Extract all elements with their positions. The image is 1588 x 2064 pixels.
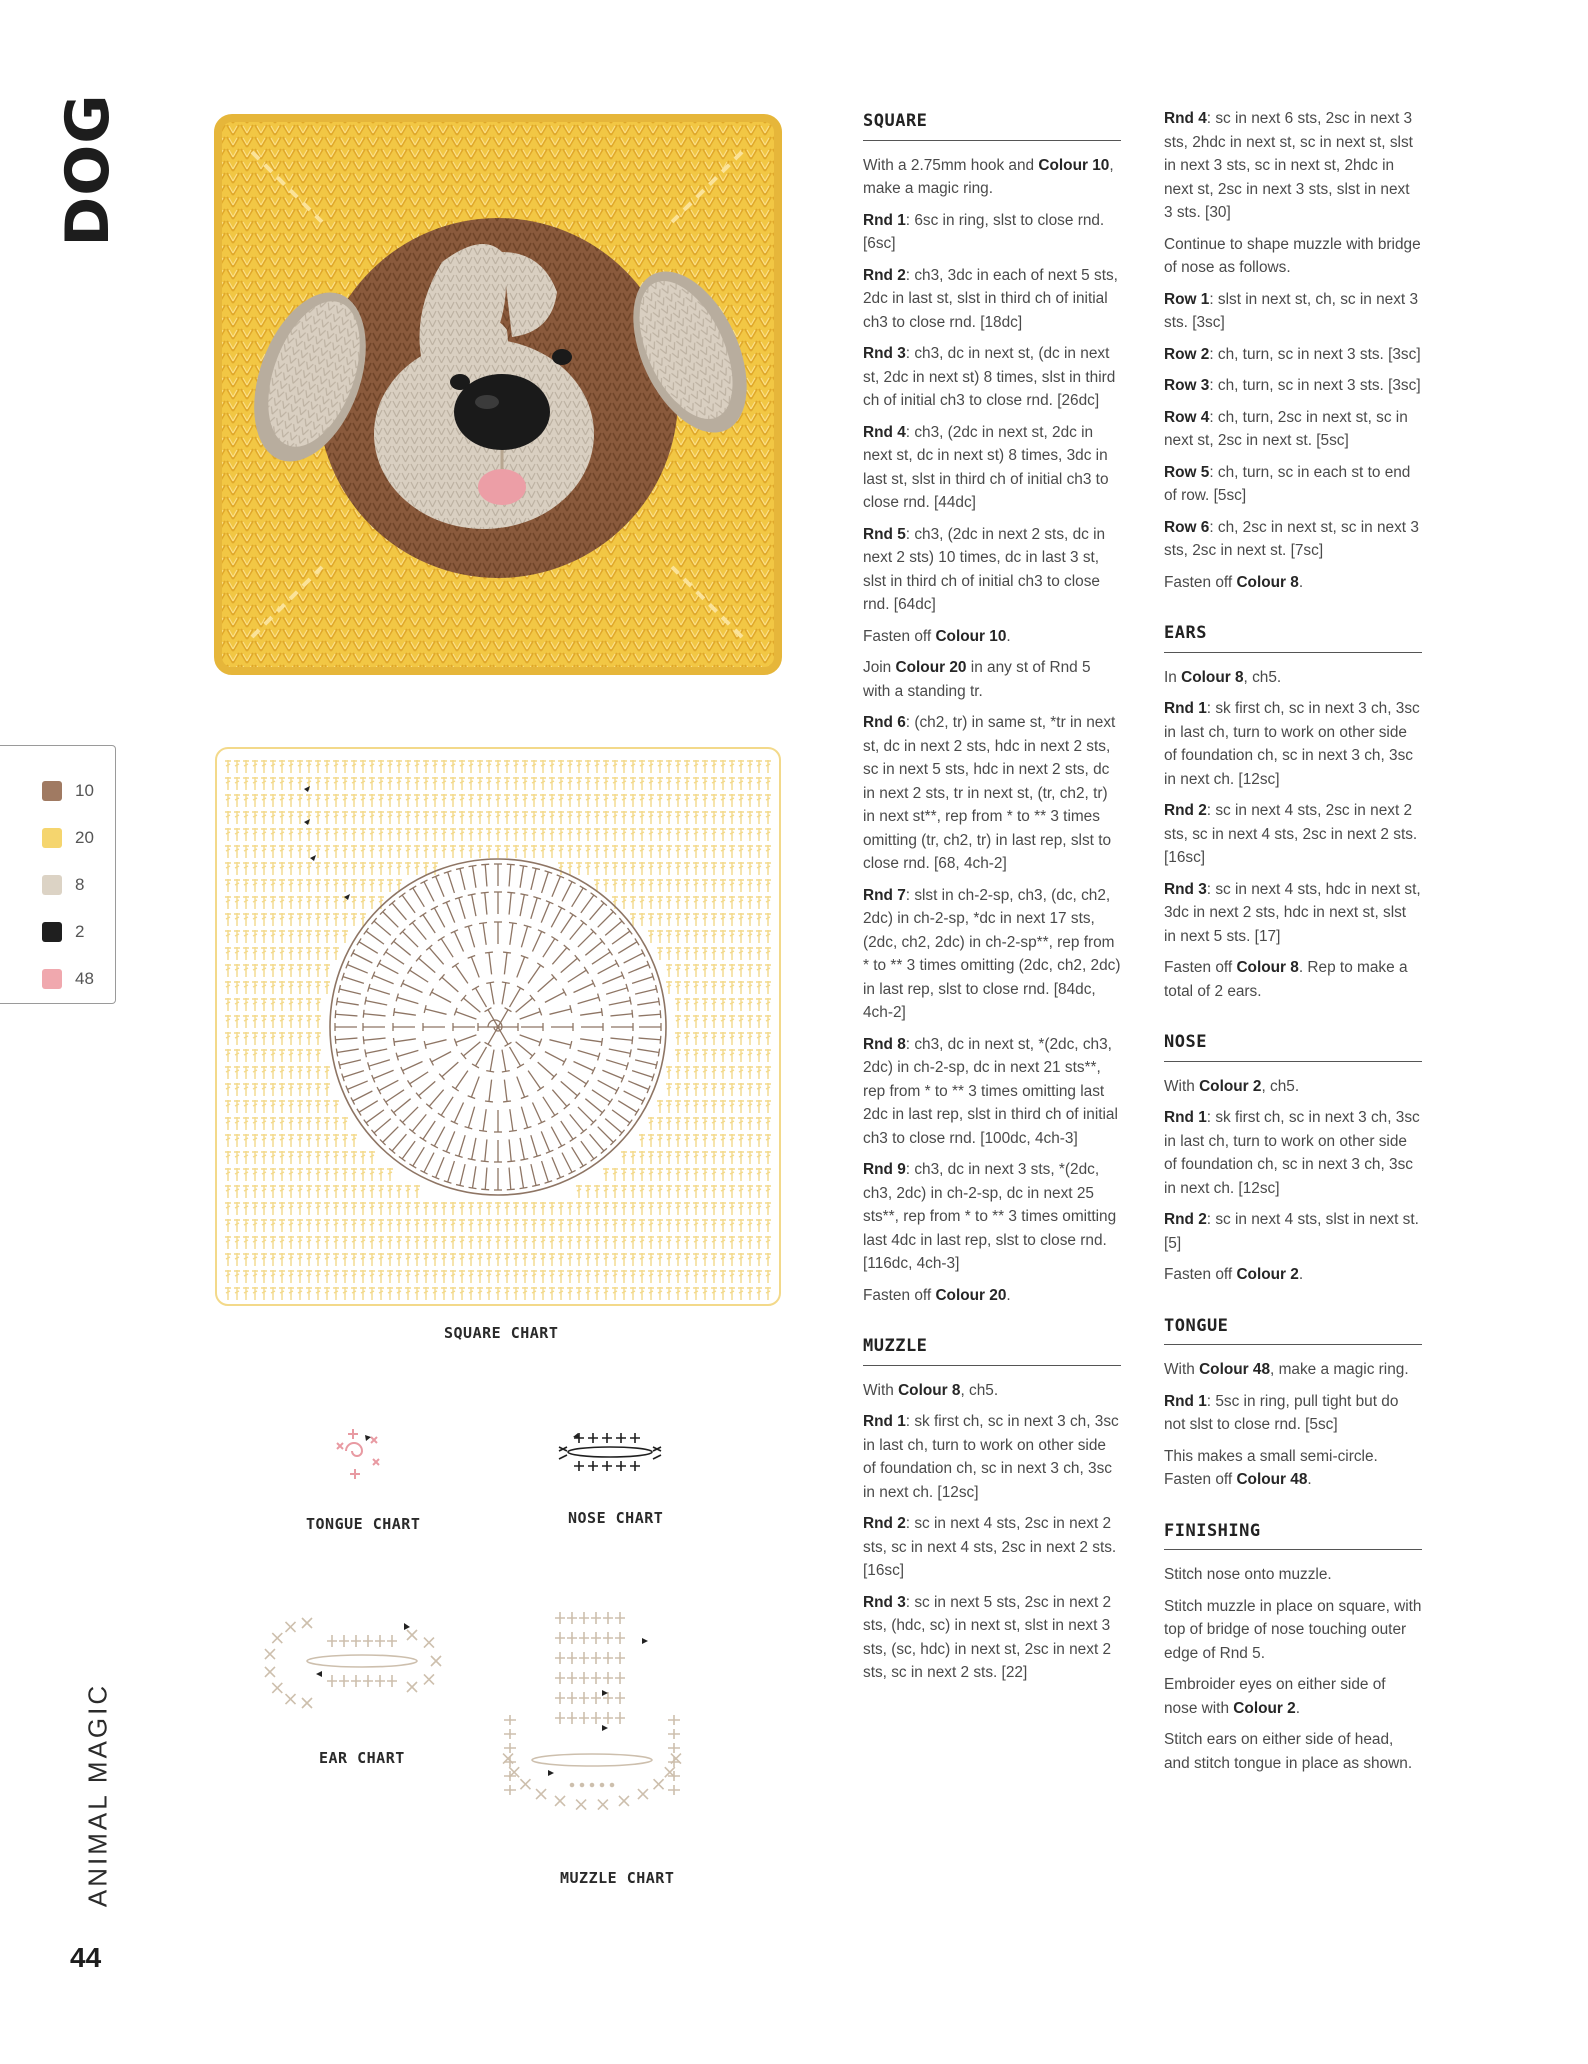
instruction-line: Continue to shape muzzle with bridge of nose as follows. — [1164, 235, 1421, 276]
instruction-line: Rnd 2: ch3, 3dc in each of next 5 sts, 2dc in last st, slst in third ch of initial ch3 to close rnd. [18dc] — [863, 266, 1118, 331]
text-column-1 — [863, 110, 1121, 1693]
instruction-line: Row 6: ch, 2sc in next st, sc in next 3 sts, 2sc in next st. [7sc] — [1164, 518, 1419, 559]
instruction-line: Rnd 4: ch3, (2dc in next st, 2dc in next st, dc in next st) 8 times, 3dc in last st, slst in third ch of initial ch3 to close rnd. [44dc] — [863, 423, 1109, 511]
instruction-line: Fasten off Colour 2. — [1164, 1266, 1304, 1283]
square-chart — [212, 744, 784, 1309]
section-ears — [1164, 666, 1422, 1004]
legend-item — [42, 872, 84, 898]
instruction-line: Embroider eyes on either side of nose with Colour 2. — [1164, 1676, 1386, 1717]
colour-code: 2 — [75, 922, 85, 941]
page-number: 44 — [70, 1942, 102, 1973]
colour-swatch — [42, 875, 62, 895]
tongue-chart-label: TONGUE CHART — [306, 1515, 421, 1533]
legend-item — [42, 919, 84, 945]
instruction-line: Row 1: slst in next st, ch, sc in next 3 sts. [3sc] — [1164, 290, 1419, 331]
instruction-line: Rnd 2: sc in next 4 sts, 2sc in next 2 sts, sc in next 4 sts, 2sc in next 2 sts. [16sc] — [863, 1515, 1117, 1579]
instruction-line: Row 3: ch, turn, sc in next 3 sts. [3sc] — [1164, 377, 1421, 394]
nose-chart — [553, 1425, 668, 1483]
nose-chart-label: NOSE CHART — [568, 1509, 664, 1527]
instruction-line: Rnd 3: sc in next 4 sts, hdc in next st, 3dc in next 2 sts, hdc in next st, slst in next 5 sts. [17] — [1164, 880, 1421, 945]
muzzle-chart-label: MUZZLE CHART — [560, 1869, 675, 1887]
book-title: ANIMAL MAGIC — [82, 1682, 113, 1908]
section-heading-square: SQUARE — [863, 110, 1121, 141]
square-chart-label: SQUARE CHART — [444, 1324, 559, 1342]
instruction-line: Rnd 3: sc in next 5 sts, 2sc in next 2 sts, (hdc, sc) in next st, slst in next 3 sts, (sc, hdc) in next st, 2sc in next 2 sts, sc in next 2 sts. [22] — [863, 1593, 1112, 1681]
section-heading-tongue: TONGUE — [1164, 1315, 1422, 1346]
section-heading-nose: NOSE — [1164, 1031, 1422, 1062]
instruction-line: Rnd 5: ch3, (2dc in next 2 sts, dc in next 2 sts) 10 times, dc in last 3 st, slst in third ch of initial ch3 to close rnd. [64dc] — [863, 525, 1106, 613]
instruction-line: Rnd 1: sk first ch, sc in next 3 ch, 3sc in last ch, turn to work on other side of foundation ch, sc in next 3 ch, 3sc in next ch. [12sc] — [863, 1413, 1119, 1501]
colour-code: 10 — [75, 781, 94, 800]
instruction-line: Join Colour 20 in any st of Rnd 5 with a standing tr. — [863, 659, 1091, 700]
instruction-line: Stitch nose onto muzzle. — [1164, 1566, 1332, 1583]
legend-item — [42, 966, 94, 992]
instruction-line: Fasten off Colour 10. — [863, 627, 1011, 645]
right-eye — [552, 349, 572, 365]
section-nose — [1164, 1075, 1422, 1287]
legend-item — [42, 825, 94, 851]
section-finishing — [1164, 1563, 1422, 1775]
instruction-line: Fasten off Colour 20. — [863, 1286, 1011, 1304]
dog-square-photo — [212, 112, 784, 677]
instruction-line: Rnd 4: sc in next 6 sts, 2sc in next 3 sts, 2hdc in next st, sc in next st, slst in next 3 sts, sc in next st, 2hdc in next st, 2sc in next 3 sts, slst in next 3 sts. [30] — [1164, 110, 1413, 221]
colour-code: 48 — [75, 969, 94, 988]
instruction-line: Fasten off Colour 8. Rep to make a total of 2 ears. — [1164, 959, 1408, 1000]
instruction-line: Row 4: ch, turn, 2sc in next st, sc in next st, 2sc in next st. [5sc] — [1164, 408, 1408, 449]
instruction-line: Rnd 8: ch3, dc in next st, *(2dc, ch3, 2dc) in ch-2-sp, dc in next 21 sts**, rep from * to ** 3 times omitting last 2dc in last rep, slst in third ch of initial ch3 to close rnd. [100dc, 4ch-3] — [863, 1035, 1118, 1147]
colour-code: 20 — [75, 828, 94, 847]
instruction-line: Rnd 1: 5sc in ring, pull tight but do not slst to close rnd. [5sc] — [1164, 1392, 1399, 1433]
instruction-line: Rnd 7: slst in ch-2-sp, ch3, (dc, ch2, 2dc) in ch-2-sp, *dc in next 17 sts, (2dc, ch2, 2dc) in ch-2-sp**, rep from * to ** 3 times omitting (2dc, ch2, 2dc) in last rep, slst to close rnd. [84dc, 4ch-2] — [863, 886, 1121, 1021]
instruction-line: Rnd 2: sc in next 4 sts, slst in next st. [5] — [1164, 1211, 1419, 1252]
section-heading-ears: EARS — [1164, 622, 1422, 653]
instruction-line: Fasten off Colour 8. — [1164, 573, 1304, 591]
section-muzzle-cont — [1164, 107, 1422, 594]
muzzle-chart — [492, 1600, 692, 1815]
colour-legend — [0, 745, 116, 1004]
instruction-line: Rnd 1: sk first ch, sc in next 3 ch, 3sc in last ch, turn to work on other side of foundation ch, sc in next 3 ch, 3sc in next ch. [12sc] — [1164, 1109, 1420, 1197]
instruction-line: Row 5: ch, turn, sc in each st to end of row. [5sc] — [1164, 463, 1411, 504]
instruction-line: Rnd 6: (ch2, tr) in same st, *tr in next st, dc in next 2 sts, hdc in next 2 sts, sc in next 5 sts, hdc in next 2 sts, dc in next 2 sts, tr in next st, (tr, ch2, tr) in next st**, rep from * to ** 3 times omitting (tr, ch2, tr) in last rep, slst to close rnd. [68, 4ch-2] — [863, 714, 1116, 872]
colour-swatch — [42, 969, 62, 989]
instruction-line: In Colour 8, ch5. — [1164, 668, 1282, 686]
instruction-line: With a 2.75mm hook and Colour 10, make a magic ring. — [863, 156, 1114, 197]
ear-chart — [262, 1605, 452, 1725]
instruction-line: With Colour 8, ch5. — [863, 1381, 999, 1399]
section-heading-finishing: FINISHING — [1164, 1520, 1422, 1551]
nose — [454, 374, 550, 450]
section-square — [863, 154, 1121, 1308]
text-column-2 — [1164, 107, 1422, 1783]
instruction-line: Rnd 1: sk first ch, sc in next 3 ch, 3sc in last ch, turn to work on other side of foundation ch, sc in next 3 ch, 3sc in next ch. [12sc] — [1164, 700, 1420, 788]
page-title: DOG — [53, 93, 123, 247]
ear-chart-label: EAR CHART — [319, 1749, 405, 1767]
instruction-line: Rnd 2: sc in next 4 sts, 2sc in next 2 sts, sc in next 4 sts, 2sc in next 2 sts. [16sc] — [1164, 802, 1418, 866]
colour-swatch — [42, 781, 62, 801]
section-tongue — [1164, 1358, 1422, 1492]
legend-item — [42, 778, 94, 804]
section-muzzle — [863, 1379, 1121, 1685]
colour-code: 8 — [75, 875, 85, 894]
instruction-line: Row 2: ch, turn, sc in next 3 sts. [3sc] — [1164, 345, 1421, 363]
tongue-chart — [325, 1425, 390, 1485]
instruction-line: Rnd 1: 6sc in ring, slst to close rnd. [6sc] — [863, 211, 1105, 252]
instruction-line: This makes a small semi-circle. Fasten off Colour 48. — [1164, 1447, 1378, 1488]
instruction-line: Rnd 9: ch3, dc in next 3 sts, *(2dc, ch3, 2dc) in ch-2-sp, dc in next 25 sts**, rep from * to ** 3 times omitting last 4dc in last rep, slst to close rnd. [116dc, 4ch-3] — [863, 1161, 1117, 1272]
colour-swatch — [42, 828, 62, 848]
section-heading-muzzle: MUZZLE — [863, 1335, 1121, 1366]
tongue — [478, 469, 526, 505]
colour-swatch — [42, 922, 62, 942]
instruction-line: Stitch ears on either side of head, and stitch tongue in place as shown. — [1164, 1731, 1413, 1772]
instruction-line: Rnd 3: ch3, dc in next st, (dc in next st, 2dc in next st) 8 times, slst in third ch of initial ch3 to close rnd. [26dc] — [863, 345, 1116, 409]
instruction-line: Stitch muzzle in place on square, with top of bridge of nose touching outer edge of Rnd 5. — [1164, 1597, 1422, 1662]
instruction-line: With Colour 2, ch5. — [1164, 1077, 1300, 1095]
instruction-line: With Colour 48, make a magic ring. — [1164, 1361, 1409, 1378]
